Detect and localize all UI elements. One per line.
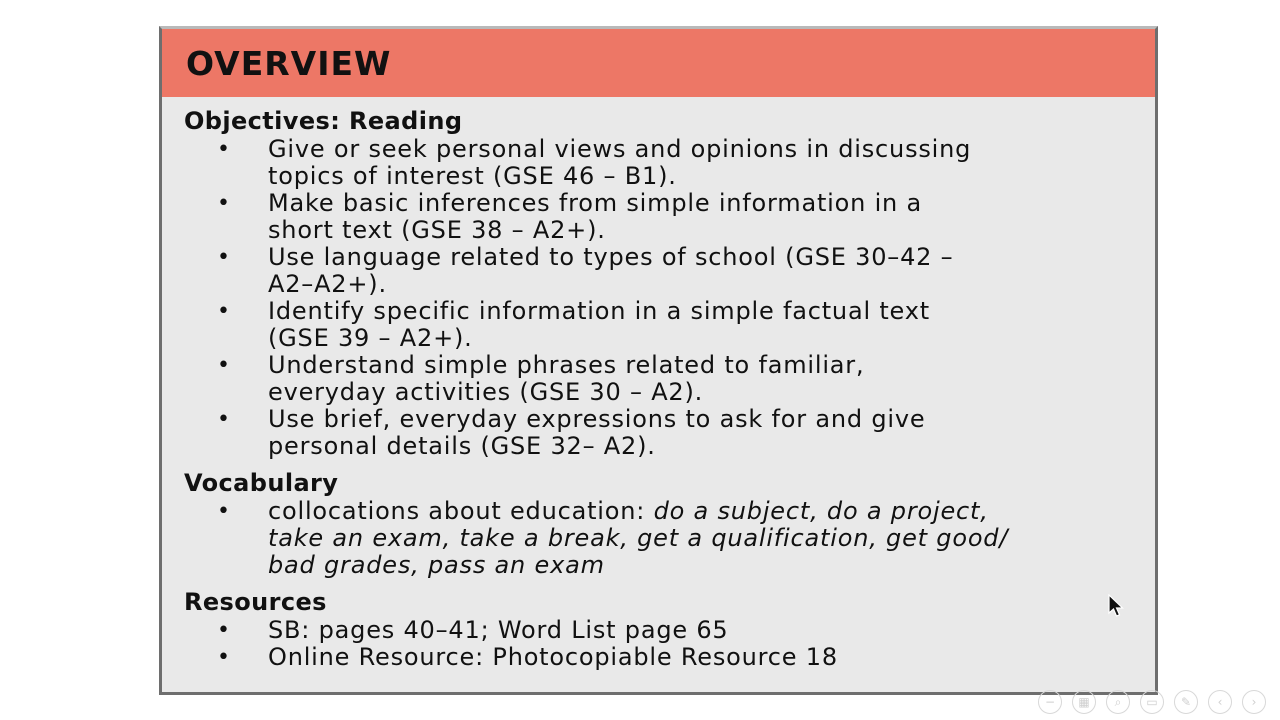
bullet: • xyxy=(217,191,231,216)
mouse-pointer-icon xyxy=(1107,594,1125,618)
vocabulary-list xyxy=(184,498,1145,579)
bullet: • xyxy=(217,407,231,432)
bullet: • xyxy=(217,353,231,378)
slide-title: OVERVIEW xyxy=(186,44,392,83)
zoom-out-icon[interactable]: − xyxy=(1038,690,1062,714)
slide-header xyxy=(162,29,1155,97)
list-item: • Use brief, everyday expressions to ask for and give personal details (GSE 32– A2). xyxy=(217,405,926,460)
list-item: • Give or seek personal views and opinions in discussing topics of interest (GSE 46 – B1). xyxy=(217,135,972,190)
list-item: • Use language related to types of school (GSE 30–42 – A2–A2+). xyxy=(217,243,954,298)
list-item: • Understand simple phrases related to familiar, everyday activities (GSE 30 – A2). xyxy=(217,351,865,406)
bullet: • xyxy=(217,645,231,670)
bullet: • xyxy=(217,618,231,643)
resources-heading: Resources xyxy=(184,588,327,616)
bullet: • xyxy=(217,499,231,524)
slides-icon[interactable]: ▦ xyxy=(1072,690,1096,714)
bullet: • xyxy=(217,137,231,162)
pen-icon[interactable]: ✎ xyxy=(1174,690,1198,714)
bullet: • xyxy=(217,245,231,270)
objectives-list xyxy=(184,136,1145,460)
screen-icon[interactable]: ▭ xyxy=(1140,690,1164,714)
bullet: • xyxy=(217,299,231,324)
list-item: • Identify specific information in a simple factual text (GSE 39 – A2+). xyxy=(217,297,930,352)
list-item: • SB: pages 40–41; Word List page 65 xyxy=(217,616,729,644)
next-icon[interactable]: › xyxy=(1242,690,1266,714)
list-item: • collocations about education: do a subject, do a project, take an exam, take a break, get a qualification, get good/ bad grades, pass an exam xyxy=(217,497,1009,579)
vocabulary-heading: Vocabulary xyxy=(184,469,339,497)
list-item: • Make basic inferences from simple information in a short text (GSE 38 – A2+). xyxy=(217,189,922,244)
list-item: • Online Resource: Photocopiable Resource 18 xyxy=(217,643,838,671)
slide-content xyxy=(184,106,1145,671)
presentation-toolbar xyxy=(1038,690,1266,714)
zoom-icon[interactable]: ⌕ xyxy=(1106,690,1130,714)
prev-icon[interactable]: ‹ xyxy=(1208,690,1232,714)
objectives-heading: Objectives: Reading xyxy=(184,107,463,135)
slide xyxy=(159,26,1158,695)
resources-list xyxy=(184,617,1145,671)
